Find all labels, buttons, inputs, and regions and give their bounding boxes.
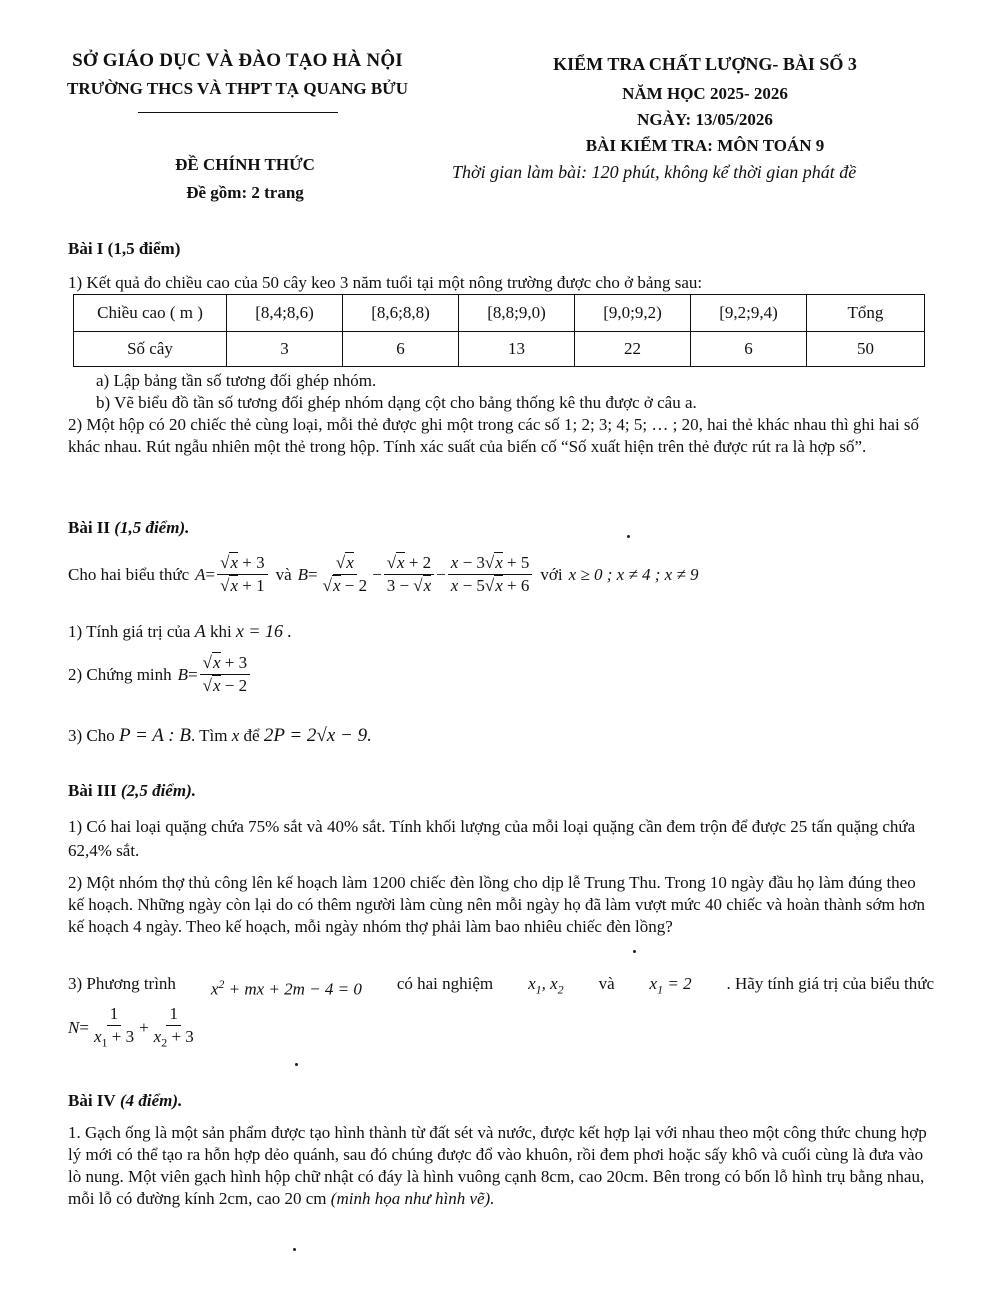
expression-b-result: √ x + 3 √ x − 2: [200, 652, 250, 697]
expression-n-term-2: $\frac{1}{x_2 + 3}$: [153, 1004, 194, 1050]
table-cell: 6: [343, 332, 459, 367]
q4-tail: (minh họa như hình vẽ).: [330, 1189, 495, 1208]
expression-n: N = $\frac{1}{x_1 + 3}$ + $\frac{1}{x_2 + 3}$: [68, 1003, 199, 1053]
intro-text: Cho hai biểu thức: [68, 564, 190, 584]
section-2-question-3: 3) Cho P = A : B. Tìm x để 2P = 2√x − 9.: [68, 725, 372, 746]
q3-intro: 3) Phương trình: [68, 974, 176, 993]
section-3-title: [68, 780, 196, 802]
header-divider: [138, 112, 338, 113]
exam-date: NGÀY: 13/05/2026: [637, 110, 773, 129]
height-frequency-table: [73, 294, 925, 367]
scan-dot: [633, 950, 636, 953]
scan-dot: [627, 535, 630, 538]
q3-text-3: để: [243, 726, 260, 745]
section-4-label: Bài IV: [68, 1091, 116, 1110]
section-2-points: (1,5 điểm).: [114, 518, 190, 537]
section-4-question-1: [68, 1122, 934, 1210]
q1-text: 1) Tính giá trị của: [68, 622, 191, 641]
expression-b-term-1: √ x √ x − 2: [320, 552, 370, 597]
and-text: và: [275, 564, 292, 584]
q3-equation: P = A : B: [119, 725, 191, 746]
exam-title: KIỂM TRA CHẤT LƯỢNG- BÀI SỐ 3: [553, 54, 857, 74]
scan-dot: [295, 1063, 298, 1066]
q3-text-expr: . Hãy tính giá trị của biểu thức: [726, 974, 934, 993]
quadratic-equation: $x^2$ + mx + 2m − 4 = 0: [210, 977, 362, 999]
expression-b-term-3: $\frac{x - 3√ x + 5}{x - 5√ x + 6}$: [448, 552, 533, 597]
expression-b-term-2: √ $\frac{x + 2}{3 - √ x}$: [384, 552, 434, 597]
table-cell: 3: [227, 332, 343, 367]
page-count: Đề gồm: 2 trang: [186, 183, 304, 202]
condition: x ≥ 0 ; x ≠ 4 ; x ≠ 9: [568, 564, 699, 584]
section-1-question-b: b) Vẽ biểu đồ tần số tương đối ghép nhóm dạng cột cho bảng thống kê thu được ở câu a.: [96, 393, 697, 412]
table-cell: Số cây: [74, 332, 227, 367]
section-2-title: [68, 517, 189, 539]
section-2-question-2: 2) Chứng minh B = √ x + 3 √ x − 2: [68, 652, 252, 697]
section-3-question-3: [68, 973, 934, 1001]
condition-word: với: [540, 564, 563, 584]
expression-n-term-1: $\frac{1}{x_1 + 3}$: [93, 1004, 135, 1050]
expressions-line: Cho hai biểu thức A = √ x + 3 √ x + 1 và B = √ x √ x − 2 − √ $\frac{x + 2}{3 - √ x}$ − $\frac{x - 3√ x + 5}{x - 5√ x + 6}$ với x ≥ 0 ; x ≠ 4 ; x ≠ 9: [68, 552, 699, 597]
q3-text-and: và: [598, 974, 615, 993]
section-3-question-2: 2) Một nhóm thợ thủ công lên kế hoạch làm 1200 chiếc đèn lồng cho dịp lễ Trung Thu. Trong 10 ngày đầu họ làm đúng theo kế hoạch. Những ngày còn lại do có thêm người làm cùng nên mỗi ngày họ đã làm vượt mức 40 chiếc và hoàn thành sớm hơn kế hoạch 4 ngày. Theo kế hoạch, mỗi ngày nhóm thợ phải làm bao nhiêu chiếc đèn lồng?: [68, 873, 925, 936]
section-1-question-1: 1) Kết quả đo chiều cao của 50 cây keo 3 năm tuổi tại một nông trường được cho ở bảng sau:: [68, 273, 703, 292]
root-value: $x_1 = 2$: [649, 974, 692, 997]
table-cell: [8,6;8,8): [343, 295, 459, 332]
section-2-question-1: [68, 620, 292, 643]
table-cell: 6: [691, 332, 807, 367]
q3-text-2: . Tìm: [190, 726, 228, 745]
department-name: SỞ GIÁO DỤC VÀ ĐÀO TẠO HÀ NỘI: [72, 50, 403, 71]
table-cell: [9,0;9,2): [575, 295, 691, 332]
section-4-points: (4 điểm).: [119, 1091, 183, 1110]
q3-text: 3) Cho: [68, 726, 115, 745]
section-3-points: (2,5 điểm).: [120, 781, 196, 800]
section-4-title: [68, 1090, 182, 1112]
time-note: Thời gian làm bài: 120 phút, không kể thời gian phát đề: [452, 162, 857, 182]
official-label: ĐỀ CHÍNH THỨC: [175, 155, 315, 174]
q1-value: x = 16 .: [235, 621, 293, 641]
school-name: TRƯỜNG THCS VÀ THPT TẠ QUANG BỬU: [66, 79, 408, 98]
table-cell: [8,4;8,6): [227, 295, 343, 332]
table-cell: Tổng: [807, 295, 925, 332]
table-cell: 13: [459, 332, 575, 367]
section-3-question-1: 1) Có hai loại quặng chứa 75% sắt và 40% sắt. Tính khối lượng của mỗi loại quặng cần đem trộn để được 25 tấn quặng chứa 62,4% sắt.: [68, 817, 916, 860]
school-year: NĂM HỌC 2025- 2026: [622, 84, 788, 103]
q3-text-roots: có hai nghiệm: [396, 974, 494, 993]
section-1-question-a: a) Lập bảng tần số tương đối ghép nhóm.: [96, 371, 377, 390]
section-1-title: Bài I (1,5 điểm): [68, 239, 181, 258]
table-cell: Chiều cao ( m ): [74, 295, 227, 332]
section-1-question-2: 2) Một hộp có 20 chiếc thẻ cùng loại, mỗi thẻ được ghi một trong các số 1; 2; 3; 4; 5; … ; 20, hai thẻ khác nhau thì ghi hai số khác nhau. Rút ngẫu nhiên một thẻ trong hộp. Tính xác suất của biến cố “Số xuất hiện trên thẻ được rút ra là hợp số”.: [68, 415, 920, 456]
subject-title: BÀI KIỂM TRA: MÔN TOÁN 9: [585, 136, 825, 155]
table-cell: 50: [807, 332, 925, 367]
q4-body: 1. Gạch ống là một sản phẩm được tạo hình thành từ đất sét và nước, được kết hợp lại với nhau theo một công thức chung hợp lý mới có thể tạo ra hỗn hợp dẻo quánh, sau đó chúng được đổ vào khuôn, rồi đem phơi hoặc sấy khô và cuối cùng là đưa vào lò nung. Một viên gạch hình hộp chữ nhật có đáy là hình vuông cạnh 8cm, cao 20cm. Bên trong có bốn lỗ hình trụ bằng nhau, mỗi lỗ có đường kính 2cm, cao 20 cm: [68, 1123, 927, 1208]
section-3-label: Bài III: [68, 781, 117, 800]
q3-equation-2: 2P = 2√x − 9.: [263, 725, 372, 746]
scan-dot: [293, 1248, 296, 1251]
table-cell: [8,8;9,0): [459, 295, 575, 332]
roots: $x_1$, $x_2$: [528, 974, 564, 997]
table-cell: [9,2;9,4): [691, 295, 807, 332]
table-cell: 22: [575, 332, 691, 367]
expression-a: √ x + 3 √ x + 1: [217, 552, 267, 597]
q2-text: 2) Chứng minh: [68, 664, 172, 684]
section-2-label: Bài II: [68, 518, 111, 537]
q1-var: A: [194, 621, 206, 641]
q1-text-2: khi: [209, 622, 232, 641]
